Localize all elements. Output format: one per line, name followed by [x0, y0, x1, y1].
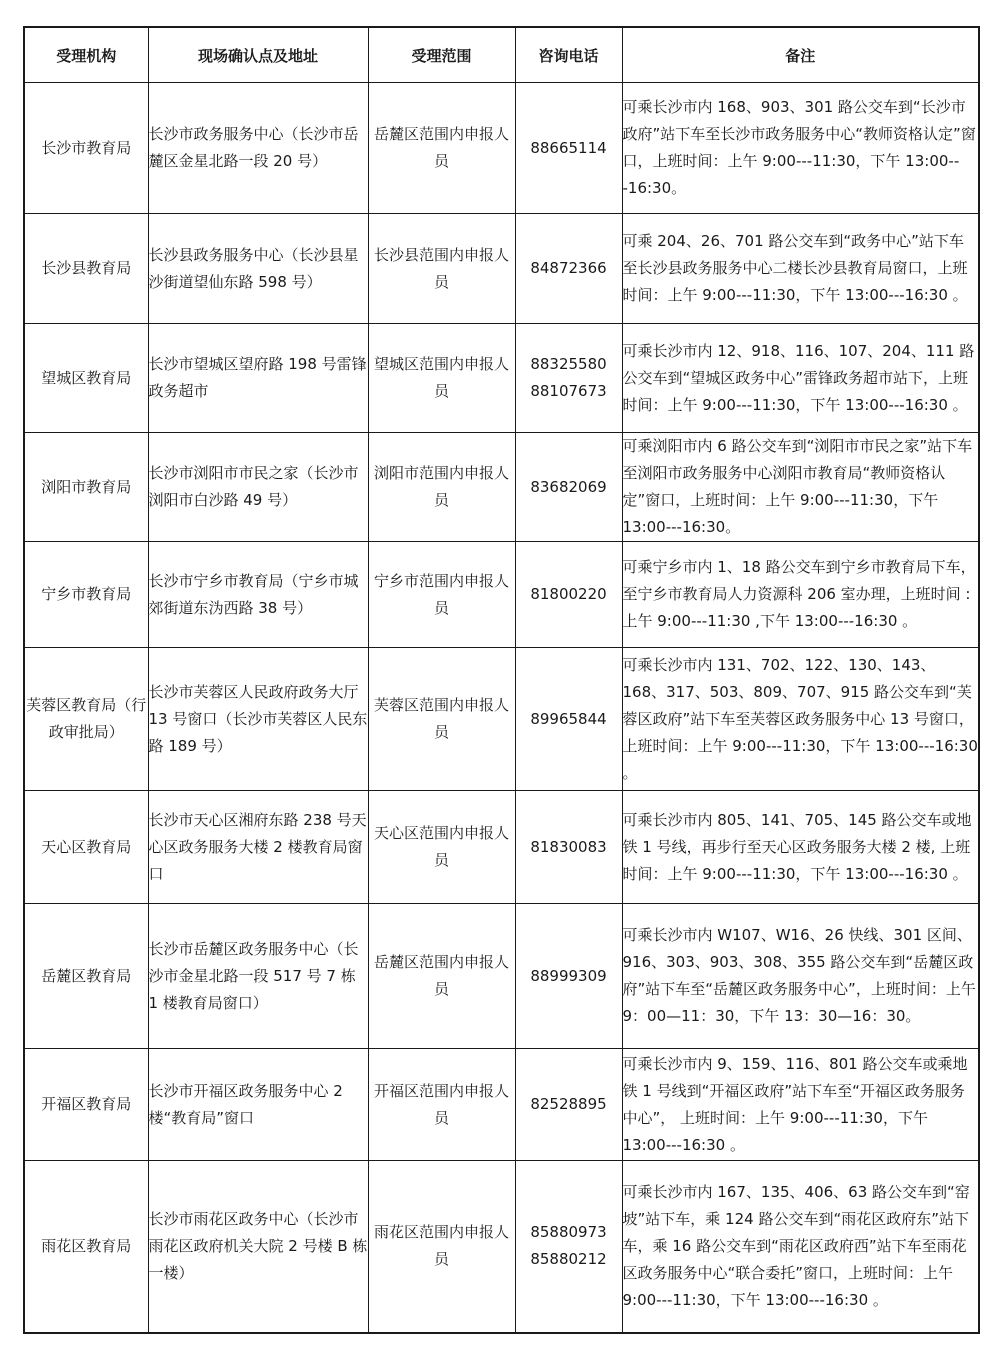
phone-number: 88107673 — [530, 382, 607, 400]
site-cell: 长沙市岳麓区政务服务中心（长沙市金星北路一段 517 号 7 栋 1 楼教育局窗口） — [148, 904, 368, 1049]
table-row — [24, 1049, 979, 1161]
phone-number: 82528895 — [530, 1095, 607, 1113]
note-cell: 可乘 204、26、701 路公交车到“政务中心”站下车至长沙县政务服务中心二楼长沙县教育局窗口，上班时间：上午 9:00---11:30，下午 13:00---16:30 。 — [622, 214, 979, 324]
scope-cell: 岳麓区范围内申报人员 — [368, 904, 515, 1049]
site-cell: 长沙市望城区望府路 198 号雷锋政务超市 — [148, 324, 368, 433]
phone-number: 88999309 — [530, 966, 607, 985]
scope-cell: 雨花区范围内申报人员 — [368, 1161, 515, 1333]
table-row — [24, 542, 979, 648]
header-phone: 咨询电话 — [515, 27, 622, 83]
phone-cell — [515, 324, 622, 433]
site-cell: 长沙市芙蓉区人民政府政务大厅 13 号窗口（长沙市芙蓉区人民东路 189 号） — [148, 648, 368, 791]
header-scope: 受理范围 — [368, 27, 515, 83]
table-body — [24, 83, 979, 1333]
org-cell: 浏阳市教育局 — [24, 433, 148, 542]
note-cell: 可乘长沙市内 167、135、406、63 路公交车到“窑坡”站下车，乘 124 路公交车到“雨花区政府东”站下车，乘 16 路公交车到“雨花区政府西”站下车至雨花区政务服务中心“联合委托”窗口，上班时间：上午 9:00---11:30，下午 13:00---16:30 。 — [622, 1161, 979, 1333]
org-cell: 天心区教育局 — [24, 791, 148, 904]
phone-cell — [515, 904, 622, 1049]
phone-number: 88325580 — [530, 355, 607, 373]
site-cell: 长沙市雨花区政务中心（长沙市雨花区政府机关大院 2 号楼 B 栋一楼） — [148, 1161, 368, 1333]
scope-cell: 宁乡市范围内申报人员 — [368, 542, 515, 648]
table-header-row — [24, 27, 979, 83]
phone-number: 88665114 — [530, 138, 607, 157]
note-cell: 可乘长沙市内 805、141、705、145 路公交车或地铁 1 号线，再步行至天心区政务服务大楼 2 楼, 上班时间：上午 9:00---11:30，下午 13:00---16:30 。 — [622, 791, 979, 904]
org-cell: 望城区教育局 — [24, 324, 148, 433]
table-row — [24, 433, 979, 542]
table-row — [24, 214, 979, 324]
site-cell: 长沙市宁乡市教育局（宁乡市城郊街道东沩西路 38 号） — [148, 542, 368, 648]
org-cell: 长沙县教育局 — [24, 214, 148, 324]
site-cell: 长沙市天心区湘府东路 238 号天心区政务服务大楼 2 楼教育局窗口 — [148, 791, 368, 904]
table-row — [24, 791, 979, 904]
org-cell: 雨花区教育局 — [24, 1161, 148, 1333]
scope-cell: 望城区范围内申报人员 — [368, 324, 515, 433]
note-cell: 可乘长沙市内 12、918、116、107、204、111 路公交车到“望城区政务中心”雷锋政务超市站下，上班时间：上午 9:00---11:30，下午 13:00---16:30 。 — [622, 324, 979, 433]
scope-cell: 岳麓区范围内申报人员 — [368, 83, 515, 214]
note-cell: 可乘长沙市内 168、903、301 路公交车到“长沙市政府”站下车至长沙市政务服务中心“教师资格认定”窗口，上班时间：上午 9:00---11:30，下午 13:00---16:30。 — [622, 83, 979, 214]
table-row — [24, 1161, 979, 1333]
acceptance-table — [23, 26, 980, 1334]
header-org: 受理机构 — [24, 27, 148, 83]
phone-number: 85880212 — [530, 1250, 607, 1269]
table-row — [24, 904, 979, 1049]
phone-cell — [515, 83, 622, 214]
org-cell: 宁乡市教育局 — [24, 542, 148, 648]
phone-cell — [515, 433, 622, 542]
phone-number: 85880973 — [530, 1223, 607, 1242]
org-cell: 开福区教育局 — [24, 1049, 148, 1161]
org-cell: 长沙市教育局 — [24, 83, 148, 214]
phone-cell — [515, 1049, 622, 1161]
scope-cell: 长沙县范围内申报人员 — [368, 214, 515, 324]
org-cell: 岳麓区教育局 — [24, 904, 148, 1049]
phone-number: 81800220 — [530, 585, 607, 603]
note-cell: 可乘长沙市内 W107、W16、26 快线、301 区间、916、303、903、308、355 路公交车到“岳麓区政府”站下车至“岳麓区政务服务中心”，上班时间：上午 9：00—11：30，下午 13：30—16：30。 — [622, 904, 979, 1049]
site-cell: 长沙市开福区政务服务中心 2 楼“教育局”窗口 — [148, 1049, 368, 1161]
note-cell: 可乘浏阳市内 6 路公交车到“浏阳市市民之家”站下车至浏阳市政务服务中心浏阳市教育局“教师资格认定”窗口，上班时间：上午 9:00---11:30，下午 13:00---16:30。 — [622, 433, 979, 542]
phone-number: 81830083 — [530, 837, 607, 856]
note-cell: 可乘长沙市内 131、702、122、130、143、168、317、503、809、707、915 路公交车到“芙蓉区政府”站下车至芙蓉区政务服务中心 13 号窗口，上班时间：上午 9:00---11:30，下午 13:00---16:30 。 — [622, 648, 979, 791]
header-note: 备注 — [622, 27, 979, 83]
header-site: 现场确认点及地址 — [148, 27, 368, 83]
phone-cell — [515, 542, 622, 648]
phone-cell — [515, 648, 622, 791]
phone-number: 89965844 — [530, 709, 607, 728]
phone-cell — [515, 791, 622, 904]
scope-cell: 开福区范围内申报人员 — [368, 1049, 515, 1161]
phone-number: 83682069 — [530, 477, 607, 496]
phone-number: 84872366 — [530, 259, 607, 277]
note-cell: 可乘长沙市内 9、159、116、801 路公交车或乘地铁 1 号线到“开福区政府”站下车至“开福区政务服务中心”， 上班时间：上午 9:00---11:30，下午 13:00---16:30 。 — [622, 1049, 979, 1161]
scope-cell: 天心区范围内申报人员 — [368, 791, 515, 904]
site-cell: 长沙市浏阳市市民之家（长沙市浏阳市白沙路 49 号） — [148, 433, 368, 542]
phone-cell — [515, 214, 622, 324]
phone-cell — [515, 1161, 622, 1333]
scope-cell: 芙蓉区范围内申报人员 — [368, 648, 515, 791]
note-cell: 可乘宁乡市内 1、18 路公交车到宁乡市教育局下车，至宁乡市教育局人力资源科 206 室办理，上班时间 :上午 9:00---11:30 ,下午 13:00---16:30 。 — [622, 542, 979, 648]
table-row — [24, 648, 979, 791]
table-row — [24, 324, 979, 433]
site-cell: 长沙市政务服务中心（长沙市岳麓区金星北路一段 20 号） — [148, 83, 368, 214]
scope-cell: 浏阳市范围内申报人员 — [368, 433, 515, 542]
site-cell: 长沙县政务服务中心（长沙县星沙街道望仙东路 598 号） — [148, 214, 368, 324]
table-row — [24, 83, 979, 214]
org-cell: 芙蓉区教育局（行政审批局） — [24, 648, 148, 791]
